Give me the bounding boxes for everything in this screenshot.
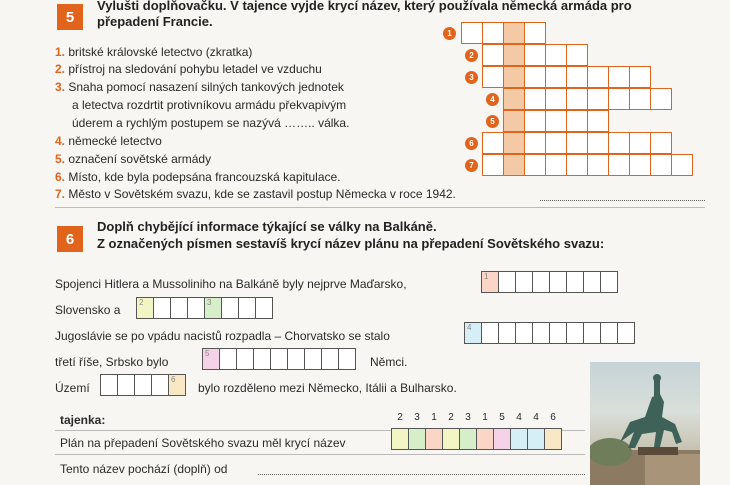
cell[interactable] — [608, 88, 630, 110]
clue-number: 4. — [55, 134, 66, 148]
clue-6 — [55, 170, 341, 185]
tajenka-digit: 3 — [465, 412, 471, 423]
sentence-1b: Slovensko a — [55, 303, 121, 317]
task-6-title-line2: Z označených písmen sestavíš krycí název plánu na přepadení Sovětského svazu: — [97, 236, 605, 251]
cell[interactable] — [545, 44, 567, 66]
letter-box[interactable] — [617, 322, 635, 344]
marker-label: 4 — [467, 323, 472, 332]
tajenka-line-1: Plán na přepadení Sovětského svazu měl krycí název — [60, 436, 346, 450]
cell[interactable] — [524, 88, 546, 110]
clue-number: 6. — [55, 170, 66, 184]
tajenka-digit: 2 — [397, 412, 403, 423]
letter-box[interactable] — [510, 428, 528, 450]
task-5-title-line2: přepadení Francie. — [97, 14, 213, 29]
key-cell[interactable] — [503, 44, 525, 66]
tajenka-digit: 2 — [448, 412, 454, 423]
tajenka-digit-row — [392, 412, 562, 423]
cell[interactable] — [587, 110, 609, 132]
marker-label: 3 — [207, 298, 212, 307]
answer-boxes-allies-1[interactable] — [482, 271, 618, 293]
cell[interactable] — [545, 110, 567, 132]
tajenka-digit: 1 — [431, 412, 437, 423]
sentence-3a: Území — [55, 381, 90, 395]
letter-box[interactable] — [255, 297, 273, 319]
letter-box[interactable] — [321, 348, 339, 370]
letter-box[interactable] — [549, 322, 567, 344]
task-6-title-line1: Doplň chybějící informace týkající se války na Balkáně. — [97, 219, 437, 234]
letter-box-marked-2[interactable] — [136, 297, 154, 319]
cell[interactable] — [545, 154, 567, 176]
cell[interactable] — [566, 132, 588, 154]
letter-box[interactable] — [515, 322, 533, 344]
letter-box[interactable] — [408, 428, 426, 450]
cell[interactable] — [566, 154, 588, 176]
letter-box[interactable] — [236, 348, 254, 370]
sentence-2a: Jugoslávie se po vpádu nacistů rozpadla – Chorvatsko se stalo — [55, 329, 390, 343]
tajenka-digit: 5 — [499, 412, 505, 423]
tajenka-label: tajenka: — [60, 413, 106, 427]
clue-1 — [55, 45, 252, 60]
key-cell[interactable] — [503, 154, 525, 176]
letter-box-marked-5[interactable] — [202, 348, 220, 370]
letter-box[interactable] — [515, 271, 533, 293]
answer-boxes-allies-2[interactable] — [137, 297, 273, 319]
clue-text: Místo, kde byla podepsána francouzská kapitulace. — [68, 170, 341, 184]
cell[interactable] — [482, 22, 504, 44]
cell[interactable] — [566, 44, 588, 66]
letter-box[interactable] — [425, 428, 443, 450]
tajenka-answer-line[interactable] — [258, 474, 585, 475]
cell[interactable] — [629, 88, 651, 110]
clue-text: německé letectvo — [68, 134, 162, 148]
letter-box[interactable] — [153, 297, 171, 319]
letter-box[interactable] — [391, 428, 409, 450]
clue-4 — [55, 134, 162, 149]
letter-box[interactable] — [338, 348, 356, 370]
letter-box[interactable] — [287, 348, 305, 370]
letter-box[interactable] — [481, 322, 499, 344]
row-marker-1: 1 — [443, 27, 456, 40]
clue-3 — [55, 80, 344, 95]
equestrian-statue-photo — [590, 362, 700, 485]
cell[interactable] — [482, 154, 504, 176]
section-divider — [55, 207, 705, 208]
cell[interactable] — [608, 154, 630, 176]
key-cell[interactable] — [503, 22, 525, 44]
clue-number: 3. — [55, 80, 66, 94]
cell[interactable] — [629, 154, 651, 176]
cell[interactable] — [545, 66, 567, 88]
row-marker-2: 2 — [465, 49, 478, 62]
cell[interactable] — [650, 154, 672, 176]
tajenka-divider-2 — [55, 454, 585, 455]
cell[interactable] — [524, 110, 546, 132]
row-marker-7: 7 — [465, 159, 478, 172]
marker-label: 2 — [139, 298, 144, 307]
letter-box[interactable] — [151, 374, 169, 396]
clue-text: a letectva rozdrtit protivníkovu armádu překvapivým — [72, 98, 347, 112]
letter-box[interactable] — [583, 322, 601, 344]
clue-number: 7. — [55, 187, 66, 201]
cell[interactable] — [524, 132, 546, 154]
answer-boxes-croatia[interactable] — [465, 322, 635, 344]
crossword-row-6 — [483, 132, 672, 154]
letter-box[interactable] — [219, 348, 237, 370]
letter-box[interactable] — [600, 322, 618, 344]
answer-line-7[interactable] — [540, 200, 705, 201]
cell[interactable] — [671, 154, 693, 176]
sentence-2c: Němci. — [370, 355, 408, 369]
letter-box[interactable] — [498, 271, 516, 293]
letter-box[interactable] — [532, 271, 550, 293]
letter-box[interactable] — [304, 348, 322, 370]
cell[interactable] — [608, 132, 630, 154]
sentence-1a: Spojenci Hitlera a Mussoliniho na Balkáně byly nejprve Maďarsko, — [55, 277, 407, 291]
letter-box[interactable] — [442, 428, 460, 450]
clue-5 — [55, 152, 211, 167]
tajenka-line-2: Tento název pochází (doplň) od — [60, 462, 228, 476]
crossword-row-3 — [483, 66, 651, 88]
clue-2 — [55, 62, 322, 77]
key-cell[interactable] — [503, 66, 525, 88]
crossword-row-1 — [462, 22, 546, 44]
clue-text: označení sovětské armády — [68, 152, 212, 166]
cell[interactable] — [524, 66, 546, 88]
letter-box[interactable] — [544, 428, 562, 450]
clue-number: 5. — [55, 152, 66, 166]
crossword-row-5 — [504, 110, 609, 132]
letter-box[interactable] — [238, 297, 256, 319]
cell[interactable] — [545, 132, 567, 154]
clue-text: přístroj na sledování pohybu letadel ve vzduchu — [68, 62, 322, 76]
tajenka-digit: 4 — [533, 412, 539, 423]
clue-7 — [55, 187, 456, 202]
cell[interactable] — [566, 110, 588, 132]
crossword-row-7 — [483, 154, 693, 176]
letter-box[interactable] — [253, 348, 271, 370]
row-marker-3: 3 — [465, 71, 478, 84]
cell[interactable] — [587, 88, 609, 110]
crossword-row-4 — [504, 88, 672, 110]
cell[interactable] — [587, 154, 609, 176]
letter-box[interactable] — [459, 428, 477, 450]
task-5-title-line1: Vylušti doplňovačku. V tajence vyjde krycí název, který používala německá armáda pro — [97, 0, 632, 13]
clue-3-cont-a — [72, 98, 346, 113]
cell[interactable] — [566, 66, 588, 88]
letter-box-marked-3[interactable] — [204, 297, 222, 319]
cell[interactable] — [524, 44, 546, 66]
letter-box[interactable] — [134, 374, 152, 396]
letter-box[interactable] — [527, 428, 545, 450]
letter-box[interactable] — [221, 297, 239, 319]
letter-box-marked-1[interactable] — [481, 271, 499, 293]
letter-box-marked-4[interactable] — [464, 322, 482, 344]
letter-box[interactable] — [600, 271, 618, 293]
marker-label: 1 — [484, 272, 489, 281]
letter-box[interactable] — [493, 428, 511, 450]
letter-box[interactable] — [583, 271, 601, 293]
crossword-row-2 — [483, 44, 588, 66]
clue-number: 2. — [55, 62, 66, 76]
cell[interactable] — [629, 132, 651, 154]
cell[interactable] — [629, 66, 651, 88]
row-marker-5: 5 — [486, 115, 499, 128]
cell[interactable] — [587, 66, 609, 88]
letter-box[interactable] — [566, 322, 584, 344]
sentence-2b: třetí říše, Srbsko bylo — [55, 355, 169, 369]
letter-box[interactable] — [170, 297, 188, 319]
marker-label: 6 — [171, 375, 176, 384]
letter-box[interactable] — [566, 271, 584, 293]
letter-box[interactable] — [476, 428, 494, 450]
statue-illustration — [590, 362, 700, 485]
letter-box[interactable] — [549, 271, 567, 293]
cell[interactable] — [545, 88, 567, 110]
answer-boxes-territory[interactable] — [101, 374, 186, 396]
tajenka-digit: 1 — [482, 412, 488, 423]
clue-text: Snaha pomocí nasazení silných tankových jednotek — [68, 80, 344, 94]
task-number-badge-6: 6 — [57, 226, 83, 252]
key-cell[interactable] — [503, 132, 525, 154]
cell[interactable] — [482, 44, 504, 66]
letter-box[interactable] — [270, 348, 288, 370]
cell[interactable] — [608, 66, 630, 88]
task-number-badge-5: 5 — [57, 4, 83, 30]
tajenka-boxes[interactable] — [392, 428, 562, 450]
tajenka-digit: 3 — [414, 412, 420, 423]
letter-box[interactable] — [532, 322, 550, 344]
clue-text: úderem a rychlým postupem se nazývá …….. válka. — [72, 116, 350, 130]
letter-box-marked-6[interactable] — [168, 374, 186, 396]
sentence-3b: bylo rozděleno mezi Německo, Itálii a Bulharsko. — [198, 381, 457, 395]
marker-label: 5 — [205, 349, 210, 358]
tajenka-digit: 6 — [550, 412, 556, 423]
key-cell[interactable] — [503, 110, 525, 132]
letter-box[interactable] — [498, 322, 516, 344]
letter-box[interactable] — [187, 297, 205, 319]
cell[interactable] — [482, 132, 504, 154]
clue-number: 1. — [55, 45, 66, 59]
answer-boxes-serbia[interactable] — [203, 348, 356, 370]
cell[interactable] — [566, 88, 588, 110]
cell[interactable] — [524, 22, 546, 44]
row-marker-6: 6 — [465, 137, 478, 150]
tajenka-digit: 4 — [516, 412, 522, 423]
cell[interactable] — [650, 88, 672, 110]
cell[interactable] — [587, 132, 609, 154]
clue-3-cont-b — [72, 116, 349, 131]
letter-box[interactable] — [117, 374, 135, 396]
cell[interactable] — [482, 66, 504, 88]
clue-text: britské královské letectvo (zkratka) — [68, 45, 253, 59]
letter-box[interactable] — [100, 374, 118, 396]
row-marker-4: 4 — [486, 93, 499, 106]
key-cell[interactable] — [503, 88, 525, 110]
clue-text: Město v Sovětském svazu, kde se zastavil postup Německa v roce 1942. — [68, 187, 456, 201]
cell[interactable] — [650, 132, 672, 154]
cell[interactable] — [524, 154, 546, 176]
cell[interactable] — [461, 22, 483, 44]
